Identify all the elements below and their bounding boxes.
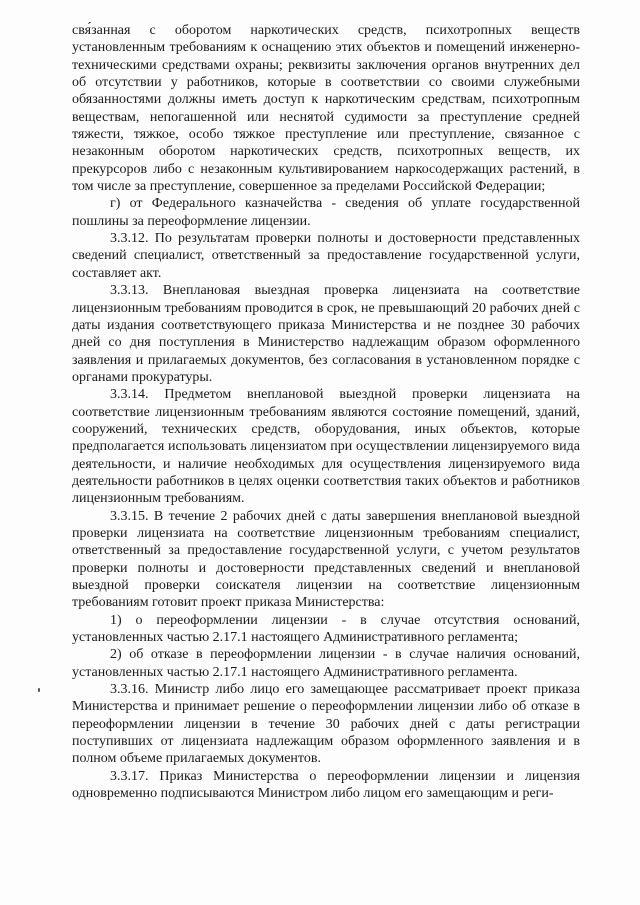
paragraph-item-2: 2) об отказе в переоформлении лицензии - в случае наличия оснований, установленных частью 2.17.1 настоящего Административного регламента. xyxy=(72,647,580,680)
paragraph-3-3-14: 3.3.14. Предметом внеплановой выездной проверки лицензиата на соответствие лицензионным требованиям являются состояние помещений, зданий, сооружений, технических средств, оборудования, иных объектов, которые предполагается использовать лицензиатом при осуществлении лицензируемого вида деятельности, и наличие необходимых для осуществления лицензируемого вида деятельности работников в целях оценки соответствия таких объектов и работников лицензионным требованиям. xyxy=(72,387,580,507)
document-text xyxy=(72,22,580,802)
paragraph-item-g: г) от Федерального казначейства - сведения об уплате государственной пошлины за переоформление лицензии. xyxy=(72,196,580,229)
scan-speck xyxy=(38,688,40,692)
paragraph-item-1: 1) о переоформлении лицензии - в случае отсутствия оснований, установленных частью 2.17.1 настоящего Административного регламента; xyxy=(72,612,580,646)
paragraph-3-3-13: 3.3.13. Внеплановая выездная проверка лицензиата на соответствие лицензионным требованиям проводится в срок, не превышающий 20 рабочих дней с даты издания соответствующего приказа Министерства и не позднее 30 рабочих дней со дня поступления в Министерство надлежащим образом оформленного заявления и прилагаемых документов, без согласования в установленном порядке с органами прокуратуры. xyxy=(72,283,580,385)
paragraph-3-3-12: 3.3.12. По результатам проверки полноты и достоверности представленных сведений специалист, ответственный за предоставление государственной услуги, составляет акт. xyxy=(72,231,580,281)
paragraph-3-3-17: 3.3.17. Приказ Министерства о переоформлении лицензии и лицензия одновременно подписываются Министром либо лицом его замещающим и реги- xyxy=(72,768,580,802)
paragraph-continuation: свя́занная с оборотом наркотических средств, психотропных веществ установленным требованиям к оснащению этих объектов и помещений инженерно-техническими средствами охраны; реквизиты заключения органов внутренних дел об отсутствии у работников, которые в соответствии со своими служебными обязанностями должны иметь доступ к наркотическим средствам, психотропным веществам, непогашенной или неснятой судимости за преступление средней тяжести, тяжкое, особо тяжкое преступление или преступление, связанное с незаконным оборотом наркотических средств, психотропных веществ, их прекурсоров либо с незаконным культивированием наркосодержащих растений, в том числе за преступление, совершенное за пределами Российской Федерации; xyxy=(72,23,580,195)
paragraph-3-3-16: 3.3.16. Министр либо лицо его замещающее рассматривает проект приказа Министерства и принимает решение о переоформлении лицензии либо об отказе в переоформлении лицензии в течение 30 рабочих дней с даты регистрации поступивших от лицензиата надлежащим образом оформленного заявления и в полном объеме прилагаемых документов. xyxy=(72,682,580,767)
paragraph-3-3-15: 3.3.15. В течение 2 рабочих дней с даты завершения внеплановой выездной проверки лицензиата на соответствие лицензионным требованиям специалист, ответственный за предоставление государственной услуги, с учетом результатов проверки полноты и достоверности представленных сведений и внеплановой выездной проверки соискателя лицензии на соответствие лицензионным требованиям готовит проект приказа Министерства: xyxy=(72,508,580,611)
